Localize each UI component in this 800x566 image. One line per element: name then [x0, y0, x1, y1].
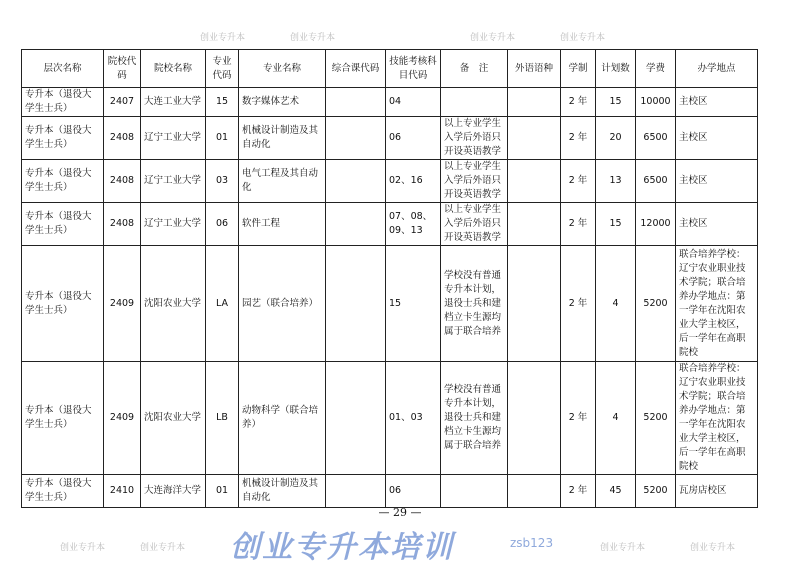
table-cell: 5200 [636, 475, 676, 508]
column-header: 学制 [561, 50, 596, 88]
table-cell [508, 203, 561, 246]
table-cell: 大连工业大学 [141, 88, 206, 117]
table-cell: 主校区 [676, 117, 758, 160]
admission-plan-table [21, 49, 758, 508]
column-header: 计划数 [596, 50, 636, 88]
table-row [22, 203, 758, 246]
table-cell: 02、16 [386, 160, 441, 203]
watermark-text: 创业专升本 [140, 543, 186, 553]
table-cell: 主校区 [676, 160, 758, 203]
watermark-logo: 创业专升本培训 [230, 530, 454, 565]
table-cell: 01、03 [386, 362, 441, 475]
table-cell: 2 年 [561, 160, 596, 203]
table-cell: 15 [596, 203, 636, 246]
table-cell: 沈阳农业大学 [141, 362, 206, 475]
watermark-text: 创业专升本 [690, 543, 736, 553]
table-cell: 动物科学（联合培养） [239, 362, 326, 475]
table-cell: 以上专业学生入学后外语只开设英语教学 [441, 203, 508, 246]
table-cell: 沈阳农业大学 [141, 246, 206, 362]
table-cell: 03 [206, 160, 239, 203]
watermark-text: 创业专升本 [600, 543, 646, 553]
table-cell: 2408 [104, 117, 141, 160]
table-cell: 联合培养学校：辽宁农业职业技术学院；联合培养办学地点：第一学年在沈阳农业大学主校区，后一学年在高职院校 [676, 362, 758, 475]
watermark-text: 创业专升本 [290, 33, 336, 43]
table-cell: 2410 [104, 475, 141, 508]
table-cell [508, 475, 561, 508]
table-cell: 13 [596, 160, 636, 203]
table-cell: 15 [206, 88, 239, 117]
table-cell: 12000 [636, 203, 676, 246]
table-cell: 以上专业学生入学后外语只开设英语教学 [441, 117, 508, 160]
table-cell: 数字媒体艺术 [239, 88, 326, 117]
table-cell: LA [206, 246, 239, 362]
table-cell [508, 362, 561, 475]
table-cell: 6500 [636, 160, 676, 203]
table-cell [441, 475, 508, 508]
table-cell: 07、08、09、13 [386, 203, 441, 246]
table-cell: 专升本（退役大学生士兵） [22, 88, 104, 117]
table-cell [326, 203, 386, 246]
table-cell: 2 年 [561, 246, 596, 362]
table-cell: 15 [596, 88, 636, 117]
table-cell: 5200 [636, 246, 676, 362]
page-number: — 29 — [378, 506, 422, 519]
column-header: 备 注 [441, 50, 508, 88]
table-cell: 06 [386, 117, 441, 160]
table-cell: 园艺（联合培养） [239, 246, 326, 362]
table-cell [508, 117, 561, 160]
table-cell: 专升本（退役大学生士兵） [22, 160, 104, 203]
column-header: 办学地点 [676, 50, 758, 88]
table-cell: 20 [596, 117, 636, 160]
table-cell: LB [206, 362, 239, 475]
table-cell: 2409 [104, 246, 141, 362]
table-header-row [22, 50, 758, 88]
table-row [22, 88, 758, 117]
table-cell [508, 160, 561, 203]
table-cell: 2408 [104, 203, 141, 246]
table-cell: 学校没有普通专升本计划，退役士兵和建档立卡生源均属于联合培养 [441, 362, 508, 475]
table-cell: 4 [596, 362, 636, 475]
table-cell: 01 [206, 117, 239, 160]
table-cell: 专升本（退役大学生士兵） [22, 117, 104, 160]
table-cell: 2 年 [561, 88, 596, 117]
table-cell: 机械设计制造及其自动化 [239, 117, 326, 160]
table-cell: 01 [206, 475, 239, 508]
table-row [22, 160, 758, 203]
watermark-text: 创业专升本 [60, 543, 106, 553]
table-cell: 辽宁工业大学 [141, 160, 206, 203]
table-cell: 软件工程 [239, 203, 326, 246]
table-cell [326, 362, 386, 475]
table-cell: 15 [386, 246, 441, 362]
table-row [22, 362, 758, 475]
table-cell [326, 246, 386, 362]
table-cell: 06 [206, 203, 239, 246]
table-cell: 瓦房店校区 [676, 475, 758, 508]
table-row [22, 246, 758, 362]
table-cell: 辽宁工业大学 [141, 117, 206, 160]
table-cell: 2407 [104, 88, 141, 117]
table-cell: 大连海洋大学 [141, 475, 206, 508]
column-header: 技能考核科目代码 [386, 50, 441, 88]
table-row [22, 117, 758, 160]
column-header: 层次名称 [22, 50, 104, 88]
table-cell [508, 246, 561, 362]
column-header: 院校代码 [104, 50, 141, 88]
table-cell: 5200 [636, 362, 676, 475]
column-header: 专业代码 [206, 50, 239, 88]
table-cell: 4 [596, 246, 636, 362]
table-cell: 电气工程及其自动化 [239, 160, 326, 203]
table-cell: 10000 [636, 88, 676, 117]
table-cell: 06 [386, 475, 441, 508]
table-cell: 联合培养学校：辽宁农业职业技术学院；联合培养办学地点：第一学年在沈阳农业大学主校区，后一学年在高职院校 [676, 246, 758, 362]
watermark-text: 创业专升本 [560, 33, 606, 43]
column-header: 院校名称 [141, 50, 206, 88]
table-cell: 2408 [104, 160, 141, 203]
table-cell [326, 88, 386, 117]
column-header: 外语语种 [508, 50, 561, 88]
table-cell: 主校区 [676, 203, 758, 246]
table-cell: 专升本（退役大学生士兵） [22, 475, 104, 508]
table-cell [441, 88, 508, 117]
table-cell: 以上专业学生入学后外语只开设英语教学 [441, 160, 508, 203]
table-cell: 专升本（退役大学生士兵） [22, 203, 104, 246]
table-cell: 2409 [104, 362, 141, 475]
table-cell: 机械设计制造及其自动化 [239, 475, 326, 508]
table-cell: 2 年 [561, 362, 596, 475]
column-header: 学费 [636, 50, 676, 88]
table-cell: 专升本（退役大学生士兵） [22, 362, 104, 475]
table-cell: 学校没有普通专升本计划，退役士兵和建档立卡生源均属于联合培养 [441, 246, 508, 362]
watermark-text: 创业专升本 [470, 33, 516, 43]
table-cell: 专升本（退役大学生士兵） [22, 246, 104, 362]
watermark-logo-sub: zsb123 [510, 536, 554, 550]
table-cell [326, 160, 386, 203]
table-cell: 6500 [636, 117, 676, 160]
table-cell: 2 年 [561, 475, 596, 508]
table-cell: 辽宁工业大学 [141, 203, 206, 246]
table-cell: 2 年 [561, 117, 596, 160]
table-row [22, 475, 758, 508]
watermark-text: 创业专升本 [200, 33, 246, 43]
table-cell: 主校区 [676, 88, 758, 117]
column-header: 专业名称 [239, 50, 326, 88]
column-header: 综合课代码 [326, 50, 386, 88]
table-cell [326, 475, 386, 508]
table-cell [326, 117, 386, 160]
table-cell: 2 年 [561, 203, 596, 246]
table-cell: 04 [386, 88, 441, 117]
table-cell [508, 88, 561, 117]
table-cell: 45 [596, 475, 636, 508]
